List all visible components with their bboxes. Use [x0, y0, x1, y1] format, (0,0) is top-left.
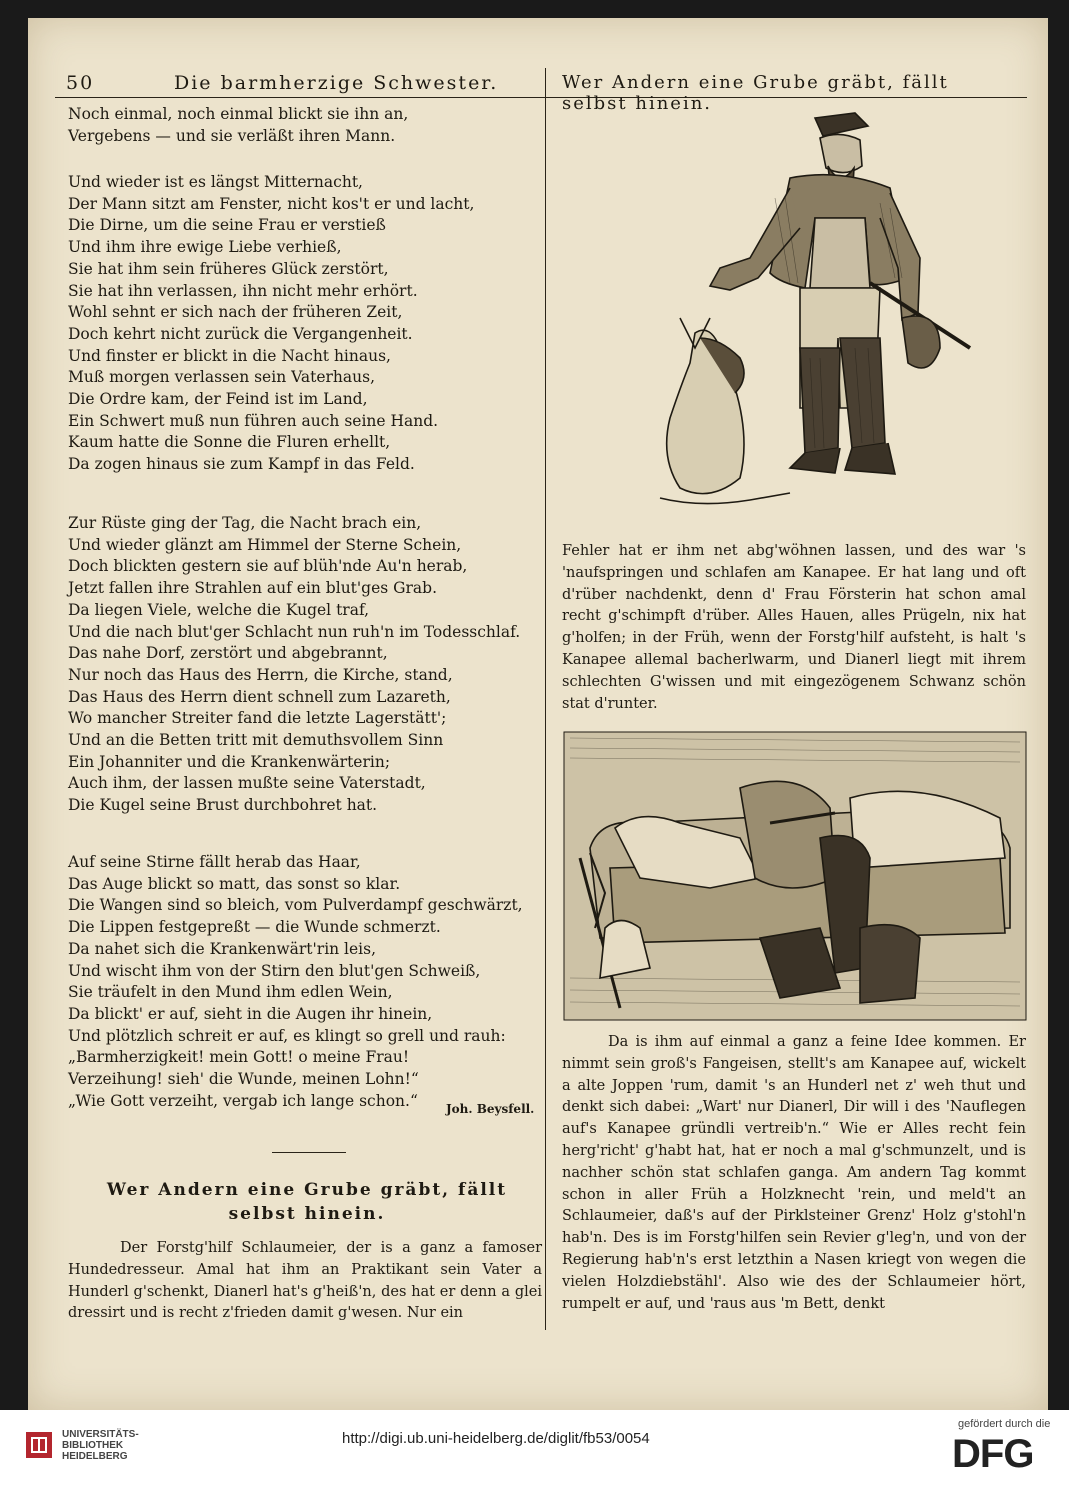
story-heading-line-2: selbst hinein. — [228, 1204, 386, 1224]
poem-line: Das Haus des Herrn dient schnell zum Lazareth, — [68, 687, 451, 706]
poem-line: Die Lippen festgepreßt — die Wunde schmerzt. — [68, 918, 441, 937]
poem-line: Wohl sehnt er sich nach der früheren Zeit, — [68, 303, 403, 322]
poem-line: Jetzt fallen ihre Strahlen auf ein blut'ges Grab. — [68, 579, 438, 598]
story-paragraph-2: Fehler hat er ihm net abg'wöhnen lassen, und des war 's 'naufspringen und schlafen am Kanapee. Er hat lang und oft d'rüber nachdenkt, denn d' Frau Försterin hat schon amal recht g'schimpft d'rüber. Alles Hauen, alles Prügeln, nix hat g'holfen; in der Früh, wenn der Forstg'hilf aufsteht, is halt 's Kanapee allemal bacherlwarm, und Dianerl liegt mit ihrem schlechten G'wissen und mit eingezögenem Schwanz schön stat d'runter. — [562, 543, 1026, 712]
poem-line: Nur noch das Haus des Herrn, die Kirche, stand, — [68, 665, 453, 684]
poem-line: Und wischt ihm von der Stirn den blut'gen Schweiß, — [68, 961, 481, 980]
poem-stanza-3 — [68, 513, 538, 817]
poem-line: Noch einmal, noch einmal blickt sie ihn an, — [68, 105, 409, 123]
dfg-logo: DFG — [952, 1432, 1034, 1476]
column-divider — [545, 68, 546, 1330]
poem-line: Auf seine Stirne fällt herab das Haar, — [68, 853, 361, 871]
poem-line: Und an die Betten tritt mit demuthsvollem Sinn — [68, 731, 444, 750]
poem-line: Doch blickten gestern sie auf blüh'nde Au'n herab, — [68, 557, 468, 576]
permalink-url[interactable]: http://digi.ub.uni-heidelberg.de/diglit/fb53/0054 — [342, 1430, 650, 1447]
section-separator — [272, 1152, 346, 1153]
poem-line: Ein Schwert muß nun führen auch seine Hand. — [68, 411, 439, 430]
poem-line: Sie träufelt in den Mund ihm edlen Wein, — [68, 983, 393, 1002]
poem-line: Zur Rüste ging der Tag, die Nacht brach ein, — [68, 514, 422, 532]
poem-running-title: Die barmherzige Schwester. — [174, 72, 499, 94]
poem-line: Kaum hatte die Sonne die Fluren erhellt, — [68, 433, 391, 452]
poem-line: Und finster er blickt in die Nacht hinaus, — [68, 346, 391, 365]
poem-line: Da blickt' er auf, sieht in die Augen ihr hinein, — [68, 1004, 433, 1023]
story-running-title: Wer Andern eine Grube gräbt, fällt selbst hinein. — [562, 72, 949, 114]
poem-line: Da nahet sich die Krankenwärt'rin leis, — [68, 939, 377, 958]
story-heading — [72, 1178, 542, 1226]
poem-stanza-2 — [68, 172, 538, 476]
poem-line: Die Dirne, um die seine Frau er verstieß — [68, 216, 386, 235]
poem-line: Muß morgen verlassen sein Vaterhaus, — [68, 368, 376, 387]
university-name: UNIVERSITÄTS- BIBLIOTHEK HEIDELBERG — [62, 1429, 139, 1462]
university-logo-icon — [24, 1430, 54, 1460]
poem-line: Und die nach blut'ger Schlacht nun ruh'n im Todesschlaf. — [68, 622, 521, 641]
poem-author-signature: Joh. Beysfell. — [446, 1102, 535, 1116]
poem-line: Auch ihm, der lassen mußte seine Vaterstadt, — [68, 774, 426, 793]
story-paragraph-1: Der Forstg'hilf Schlaumeier, der is a ganz a famoser Hundedresseur. Amal hat ihm an Praktikant sein Vater a Hunderl g'schenkt, Dianerl hat's g'heiß'n, des hat er denn a glei dressirt und is recht z'frieden damit g'wesen. Nur ein — [68, 1240, 542, 1322]
poem-line: Das nahe Dorf, zerstört und abgebrannt, — [68, 644, 388, 663]
poem-line: Und plötzlich schreit er auf, es klingt so grell und rauh: — [68, 1026, 506, 1045]
poem-line: Und ihm ihre ewige Liebe verhieß, — [68, 238, 342, 257]
poem-line: „Barmherzigkeit! mein Gott! o meine Frau! — [68, 1048, 410, 1067]
poem-line: Vergebens — und sie verläßt ihren Mann. — [68, 126, 396, 145]
poem-line: Doch kehrt nicht zurück die Vergangenheit. — [68, 324, 413, 343]
poem-line: Wo mancher Streiter fand die letzte Lagerstätt'; — [68, 709, 447, 728]
poem-stanza-1 — [68, 104, 538, 147]
left-page-header — [66, 72, 536, 94]
page-number: 50 — [66, 72, 95, 94]
poem-line: Da liegen Viele, welche die Kugel traf, — [68, 600, 370, 619]
poem-line: Die Ordre kam, der Feind ist im Land, — [68, 390, 368, 409]
footer-bar — [0, 1410, 1069, 1488]
poem-line: Die Wangen sind so bleich, vom Pulverdampf geschwärzt, — [68, 896, 523, 915]
poem-line: „Wie Gott verzeiht, vergab ich lange schon.“ — [68, 1091, 418, 1110]
sponsor-caption: gefördert durch die — [958, 1418, 1051, 1430]
poem-line: Das Auge blickt so matt, das sonst so klar. — [68, 874, 401, 893]
sofa-and-trap-illustration — [560, 728, 1030, 1024]
poem-line: Und wieder ist es längst Mitternacht, — [68, 173, 363, 191]
poem-line: Da zogen hinaus sie zum Kampf in das Feld. — [68, 455, 415, 474]
poem-line: Die Kugel seine Brust durchbohret hat. — [68, 796, 378, 815]
poem-line: Und wieder glänzt am Himmel der Sterne Schein, — [68, 535, 462, 554]
story-paragraph-3: Da is ihm auf einmal a ganz a feine Idee kommen. Er nimmt sein groß's Fangeisen, stellt's am Kanapee auf, wickelt a alte Joppen 'rum, damit 's an Hunderl net z' weh thut und denkt sich dabei: „Wart' nur Dianerl, Dir will i des 'Nauflegen auf's Kanapee gründli vertreib'n.“ Wie er Alles recht fein herg'richt' g'habt hat, hat er noch a mal g'schmunzelt, und is nachher schön stat schlafen ganga. Am andern Tag kommt schon in aller Früh a Holzknecht 'rein, und meld't an Schlaumeier, daß's auf der Pirklsteiner Grenz' Holz g'stohl'n hab'n. Des is im Forstg'hilfen sein Revier g'leg'n, und von der Regierung hab'n's erst letzthin a Nasen kriegt von wegen die vielen Holzdiebstähl'. Also wie des der Schlaumeier hört, rumpelt er auf, und 'raus aus 'm Bett, denkt — [562, 1034, 1026, 1312]
story-heading-line-1: Wer Andern eine Grube gräbt, fällt — [106, 1180, 508, 1200]
forester-and-dog-illustration — [640, 108, 980, 528]
poem-line: Ein Johanniter und die Krankenwärterin; — [68, 752, 391, 771]
poem-line: Sie hat ihn verlassen, ihn nicht mehr erhört. — [68, 281, 418, 300]
poem-line: Der Mann sitzt am Fenster, nicht kos't er und lacht, — [68, 194, 475, 213]
poem-line: Sie hat ihm sein früheres Glück zerstört, — [68, 259, 389, 278]
poem-line: Verzeihung! sieh' die Wunde, meinen Lohn!“ — [68, 1070, 419, 1089]
poem-stanza-4 — [68, 852, 538, 1112]
